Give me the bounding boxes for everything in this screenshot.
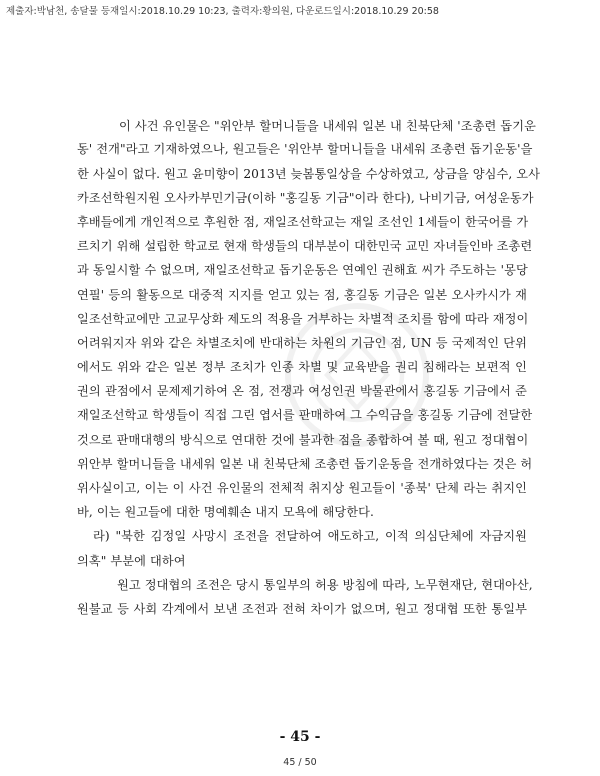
body-line-13: 재일조선학교 학생들이 직접 그린 엽서를 판매하여 그 수익금을 홍길동 기금에 전달한 — [77, 408, 533, 422]
body-line-14: 것으로 판매대행의 방식으로 연대한 것에 불과한 점을 종합하여 볼 때, 원고 정대협이 — [77, 433, 529, 447]
body-line-17: 바, 이는 원고들에 대한 명예훼손 내지 모욕에 해당한다. — [77, 505, 374, 519]
page-number: - 45 - — [279, 729, 321, 745]
body-line-16: 위사실이고, 이는 이 사건 유인물의 전체적 취지상 원고들이 '종북' 단체 라는 취지인 — [77, 481, 527, 495]
document-header: 제출자:박남천, 송달물 등재일시:2018.10.29 10:23, 출력자:황의원, 다운로드일시:2018.10.29 20:58 — [6, 6, 439, 17]
body-line-8: 연필' 등의 활동으로 대중적 지지를 얻고 있는 점, 홍길동 기금은 일본 오사카시가 재 — [77, 288, 527, 302]
body-line-11: 에서도 위와 같은 일본 정부 조치가 인종 차별 및 교육받을 권리 침해라는 보편적 인 — [77, 360, 527, 374]
body-line-12: 권의 관점에서 문제제기하여 온 점, 전쟁과 여성인권 박물관에서 홍길동 기금에서 준 — [77, 384, 527, 398]
body-line-20: 원고 정대협의 조전은 당시 통일부의 허용 방침에 따라, 노무현재단, 현대아산, — [117, 578, 533, 592]
body-line-9: 일조선학교에만 고교무상화 제도의 적용을 거부하는 차별적 조치를 함에 따라 재정이 — [77, 312, 529, 326]
section-heading-line-2: 의혹" 부분에 대하여 — [77, 554, 186, 568]
body-line-10: 어려워지자 위와 같은 차별조치에 반대하는 차원의 기금인 점, UN 등 국제적인 단위 — [77, 336, 527, 350]
body-line-15: 위안부 할머니들을 내세워 일본 내 친북단체 조총련 돕기운동을 전개하였다는 것은 허 — [77, 457, 533, 471]
section-heading-line-1: 라) "북한 김정일 사망시 조전을 전달하여 애도하고, 이적 의심단체에 자금지원 — [93, 529, 527, 543]
body-line-6: 르치기 위해 설립한 학교로 현재 학생들의 대부분이 대한민국 교민 자녀들인바 조총련 — [77, 239, 533, 253]
body-line-4: 카조선학원지원 오사카부민기금(이하 "홍길동 기금"이라 한다), 나비기금, 여성운동가 — [77, 191, 534, 205]
body-line-5: 후배들에게 개인적으로 후원한 점, 재일조선학교는 재일 조선인 1세들이 한국어를 가 — [77, 215, 529, 229]
body-line-21: 원불교 등 사회 각계에서 보낸 조전과 전혀 차이가 없으며, 원고 정대협 또한 통일부 — [77, 602, 527, 616]
body-line-7: 과 동일시할 수 없으며, 재일조선학교 돕기운동은 연예인 권해효 씨가 주도하는 '몽당 — [77, 263, 528, 277]
page-footer: 45 / 50 — [283, 757, 317, 768]
body-line-2: 동' 전개"라고 기재하였으나, 원고들은 '위안부 할머니들을 내세워 조총련 돕기운동'을 — [77, 142, 533, 156]
body-line-1: 이 사건 유인물은 "위안부 할머니들을 내세워 일본 내 친북단체 '조총련 돕기운 — [119, 119, 536, 133]
body-line-3: 한 사실이 없다. 원고 윤미향이 2013년 늦봄통일상을 수상하였고, 상금을 양심수, 오사 — [77, 167, 541, 181]
